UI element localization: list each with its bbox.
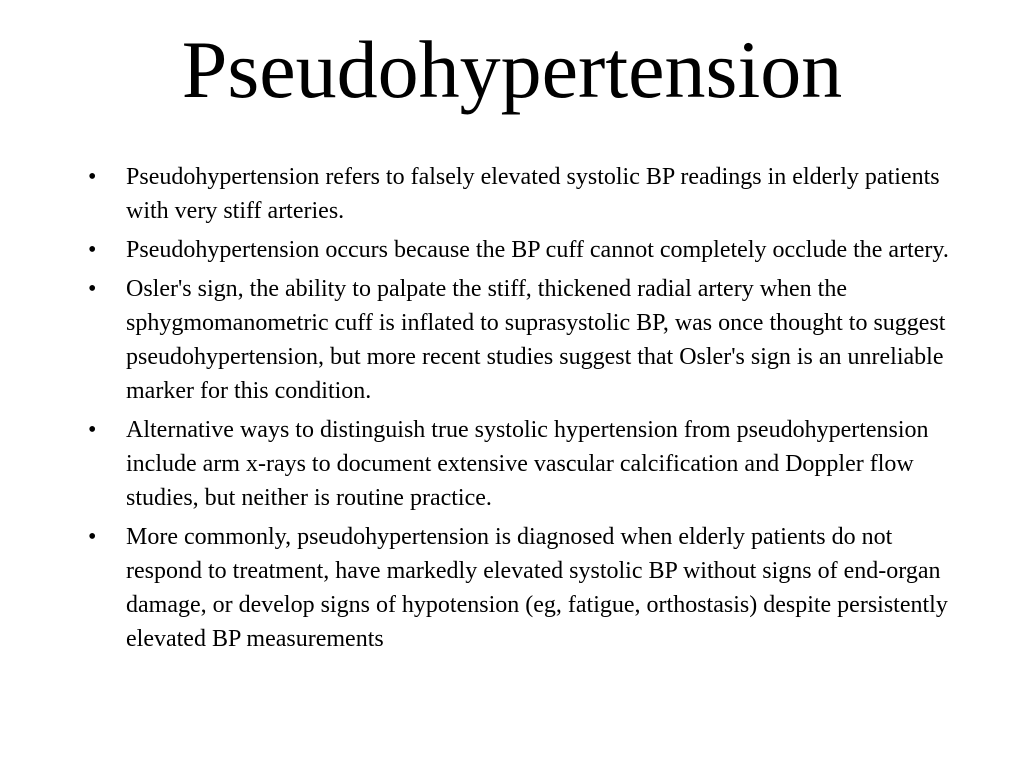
bullet-icon: • [88,164,97,190]
bullet-text: Alternative ways to distinguish true systolic hypertension from pseudohypertension include arm x-rays to document extensive vascular calcification and Doppler flow studies, but neither is routine practice. [126,417,929,511]
bullet-text: More commonly, pseudohypertension is diagnosed when elderly patients do not respond to treatment, have markedly elevated systolic BP without signs of end-organ damage, or develop signs of hypotension (eg, fatigue, orthostasis) despite persistently elevated BP measurements [126,524,948,652]
bullet-item [84,160,954,228]
bullet-text: Osler's sign, the ability to palpate the stiff, thickened radial artery when the sphygmomanometric cuff is inflated to suprasystolic BP, was once thought to suggest pseudohypertension, but more recent studies suggest that Osler's sign is an unreliable marker for this condition. [126,276,946,404]
bullet-text: Pseudohypertension refers to falsely elevated systolic BP readings in elderly patients with very stiff arteries. [126,164,940,224]
bullet-item [84,272,954,408]
bullet-icon: • [88,237,97,263]
bullet-item [84,233,954,267]
bullet-text: Pseudohypertension occurs because the BP cuff cannot completely occlude the artery. [126,237,949,263]
bullet-icon: • [88,276,97,302]
slide-title: Pseudohypertension [181,24,843,115]
bullet-icon: • [88,524,97,550]
bullet-item [84,413,954,515]
bullet-list [84,160,954,661]
bullet-item [84,520,954,656]
bullet-icon: • [88,417,97,443]
